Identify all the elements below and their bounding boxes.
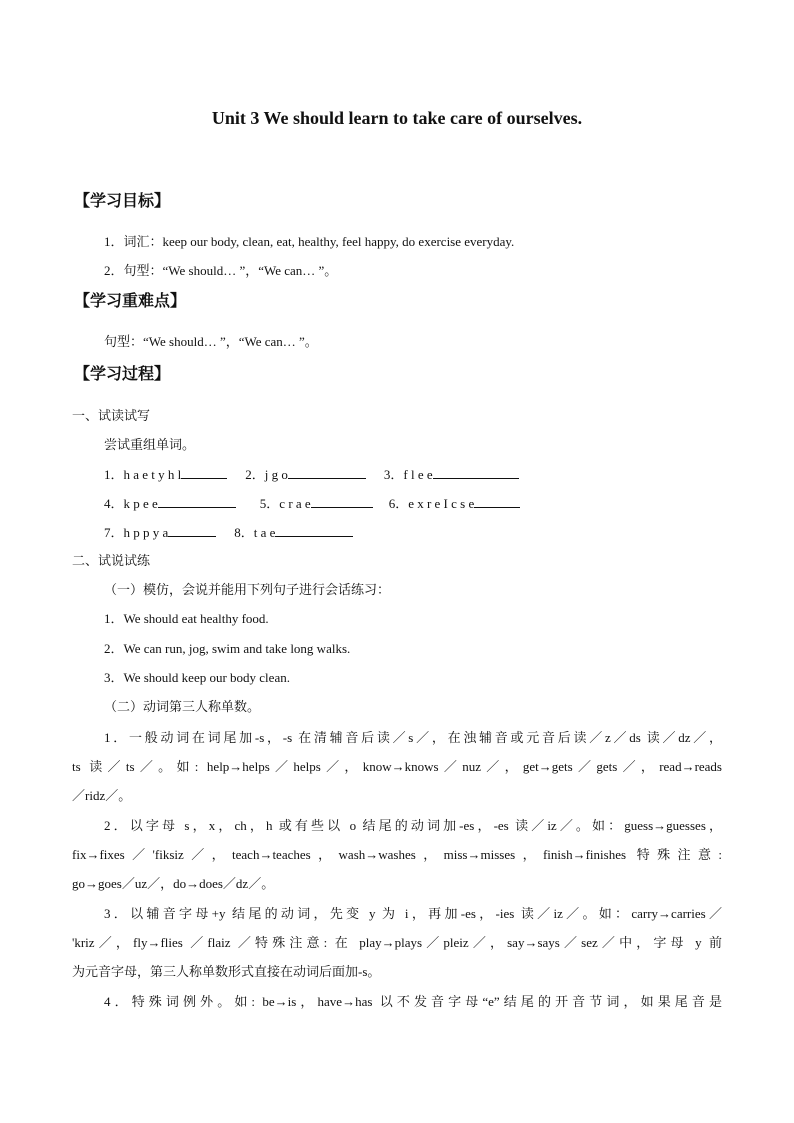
scramble-word: 3．f l e e: [383, 467, 433, 482]
section-heading-objectives: 【学习目标】: [74, 193, 171, 210]
answer-blank[interactable]: [288, 465, 366, 479]
part-title-read-write: 一、试读试写: [72, 408, 151, 423]
document-title: Unit 3 We should learn to take care of ourselves.: [211, 108, 583, 128]
rule-paragraph: fix→fixes／'fiksiz／，teach→teaches，wash→washes，miss→misses，finish→finishes 特殊注意:: [72, 847, 722, 862]
part-intro: 尝试重组单词。: [104, 437, 196, 452]
rule-paragraph: go→goes／uz／，do→does／dz／。: [72, 876, 275, 891]
scramble-word: 1．h a e t y h l: [104, 467, 182, 482]
answer-blank[interactable]: [311, 494, 373, 508]
practice-sentence: 1．We should eat healthy food.: [104, 611, 269, 626]
key-point-sentences: 句型：“We should… ”，“We can… ”。: [104, 334, 318, 349]
rule-paragraph: 'kriz／，fly→flies ／flaiz ／特殊注意: 在 play→plays／pleiz／，say→says／sez／中，字母 y 前: [72, 935, 722, 950]
scramble-word: 8．t a e: [234, 525, 276, 540]
objective-vocabulary: 1．词汇：keep our body, clean, eat, healthy, feel happy, do exercise everyday.: [104, 234, 515, 249]
rule-paragraph: ／ridz／。: [72, 788, 132, 803]
rule-paragraph: 1．一般动词在词尾加-s，-s 在清辅音后读／s／，在浊辅音或元音后读／z／ds 读／dz／，: [104, 730, 722, 745]
rule-paragraph: ts 读／ts／。如: help→helps／helps／，know→knows／nuz／，get→gets／gets／，read→reads: [72, 759, 722, 774]
section-heading-process: 【学习过程】: [74, 366, 171, 383]
scramble-word: 5．c r a e: [259, 496, 311, 511]
section-heading-key-points: 【学习重难点】: [74, 293, 187, 310]
part-title-speak-practice: 二、试说试练: [72, 553, 151, 568]
subsection-imitate: （一）模仿，会说并能用下列句子进行会话练习：: [104, 582, 391, 597]
scramble-word: 7．h p p y a: [104, 525, 169, 540]
subsection-third-person: （二）动词第三人称单数。: [104, 699, 261, 714]
objective-sentences: 2．句型：“We should… ”，“We can… ”。: [104, 263, 338, 278]
answer-blank[interactable]: [181, 465, 227, 479]
scramble-row: [104, 465, 519, 484]
scramble-row: [104, 494, 520, 513]
answer-blank[interactable]: [158, 494, 236, 508]
answer-blank[interactable]: [474, 494, 520, 508]
practice-sentence: 3．We should keep our body clean.: [104, 670, 290, 685]
rule-paragraph: 2．以字母 s，x，ch，h 或有些以 o 结尾的动词加-es，-es 读／iz／。如：guess→guesses，: [104, 818, 722, 833]
rule-paragraph: 3．以辅音字母+y 结尾的动词，先变 y 为 i，再加-es，-ies 读／iz／。如：carry→carries／: [104, 906, 722, 921]
scramble-word: 6．e x r e I c s e: [388, 496, 475, 511]
rule-paragraph: 为元音字母，第三人称单数形式直接在动词后面加-s。: [72, 964, 381, 979]
answer-blank[interactable]: [168, 523, 216, 537]
rule-paragraph: 4．特殊词例外。如: be→is，have→has 以不发音字母“e”结尾的开音节词，如果尾音是: [104, 994, 722, 1009]
practice-sentence: 2．We can run, jog, swim and take long walks.: [104, 641, 351, 656]
scramble-word: 4．k p e e: [104, 496, 158, 511]
scramble-word: 2．j g o: [245, 467, 288, 482]
answer-blank[interactable]: [433, 465, 519, 479]
scramble-row: [104, 523, 353, 542]
answer-blank[interactable]: [275, 523, 353, 537]
